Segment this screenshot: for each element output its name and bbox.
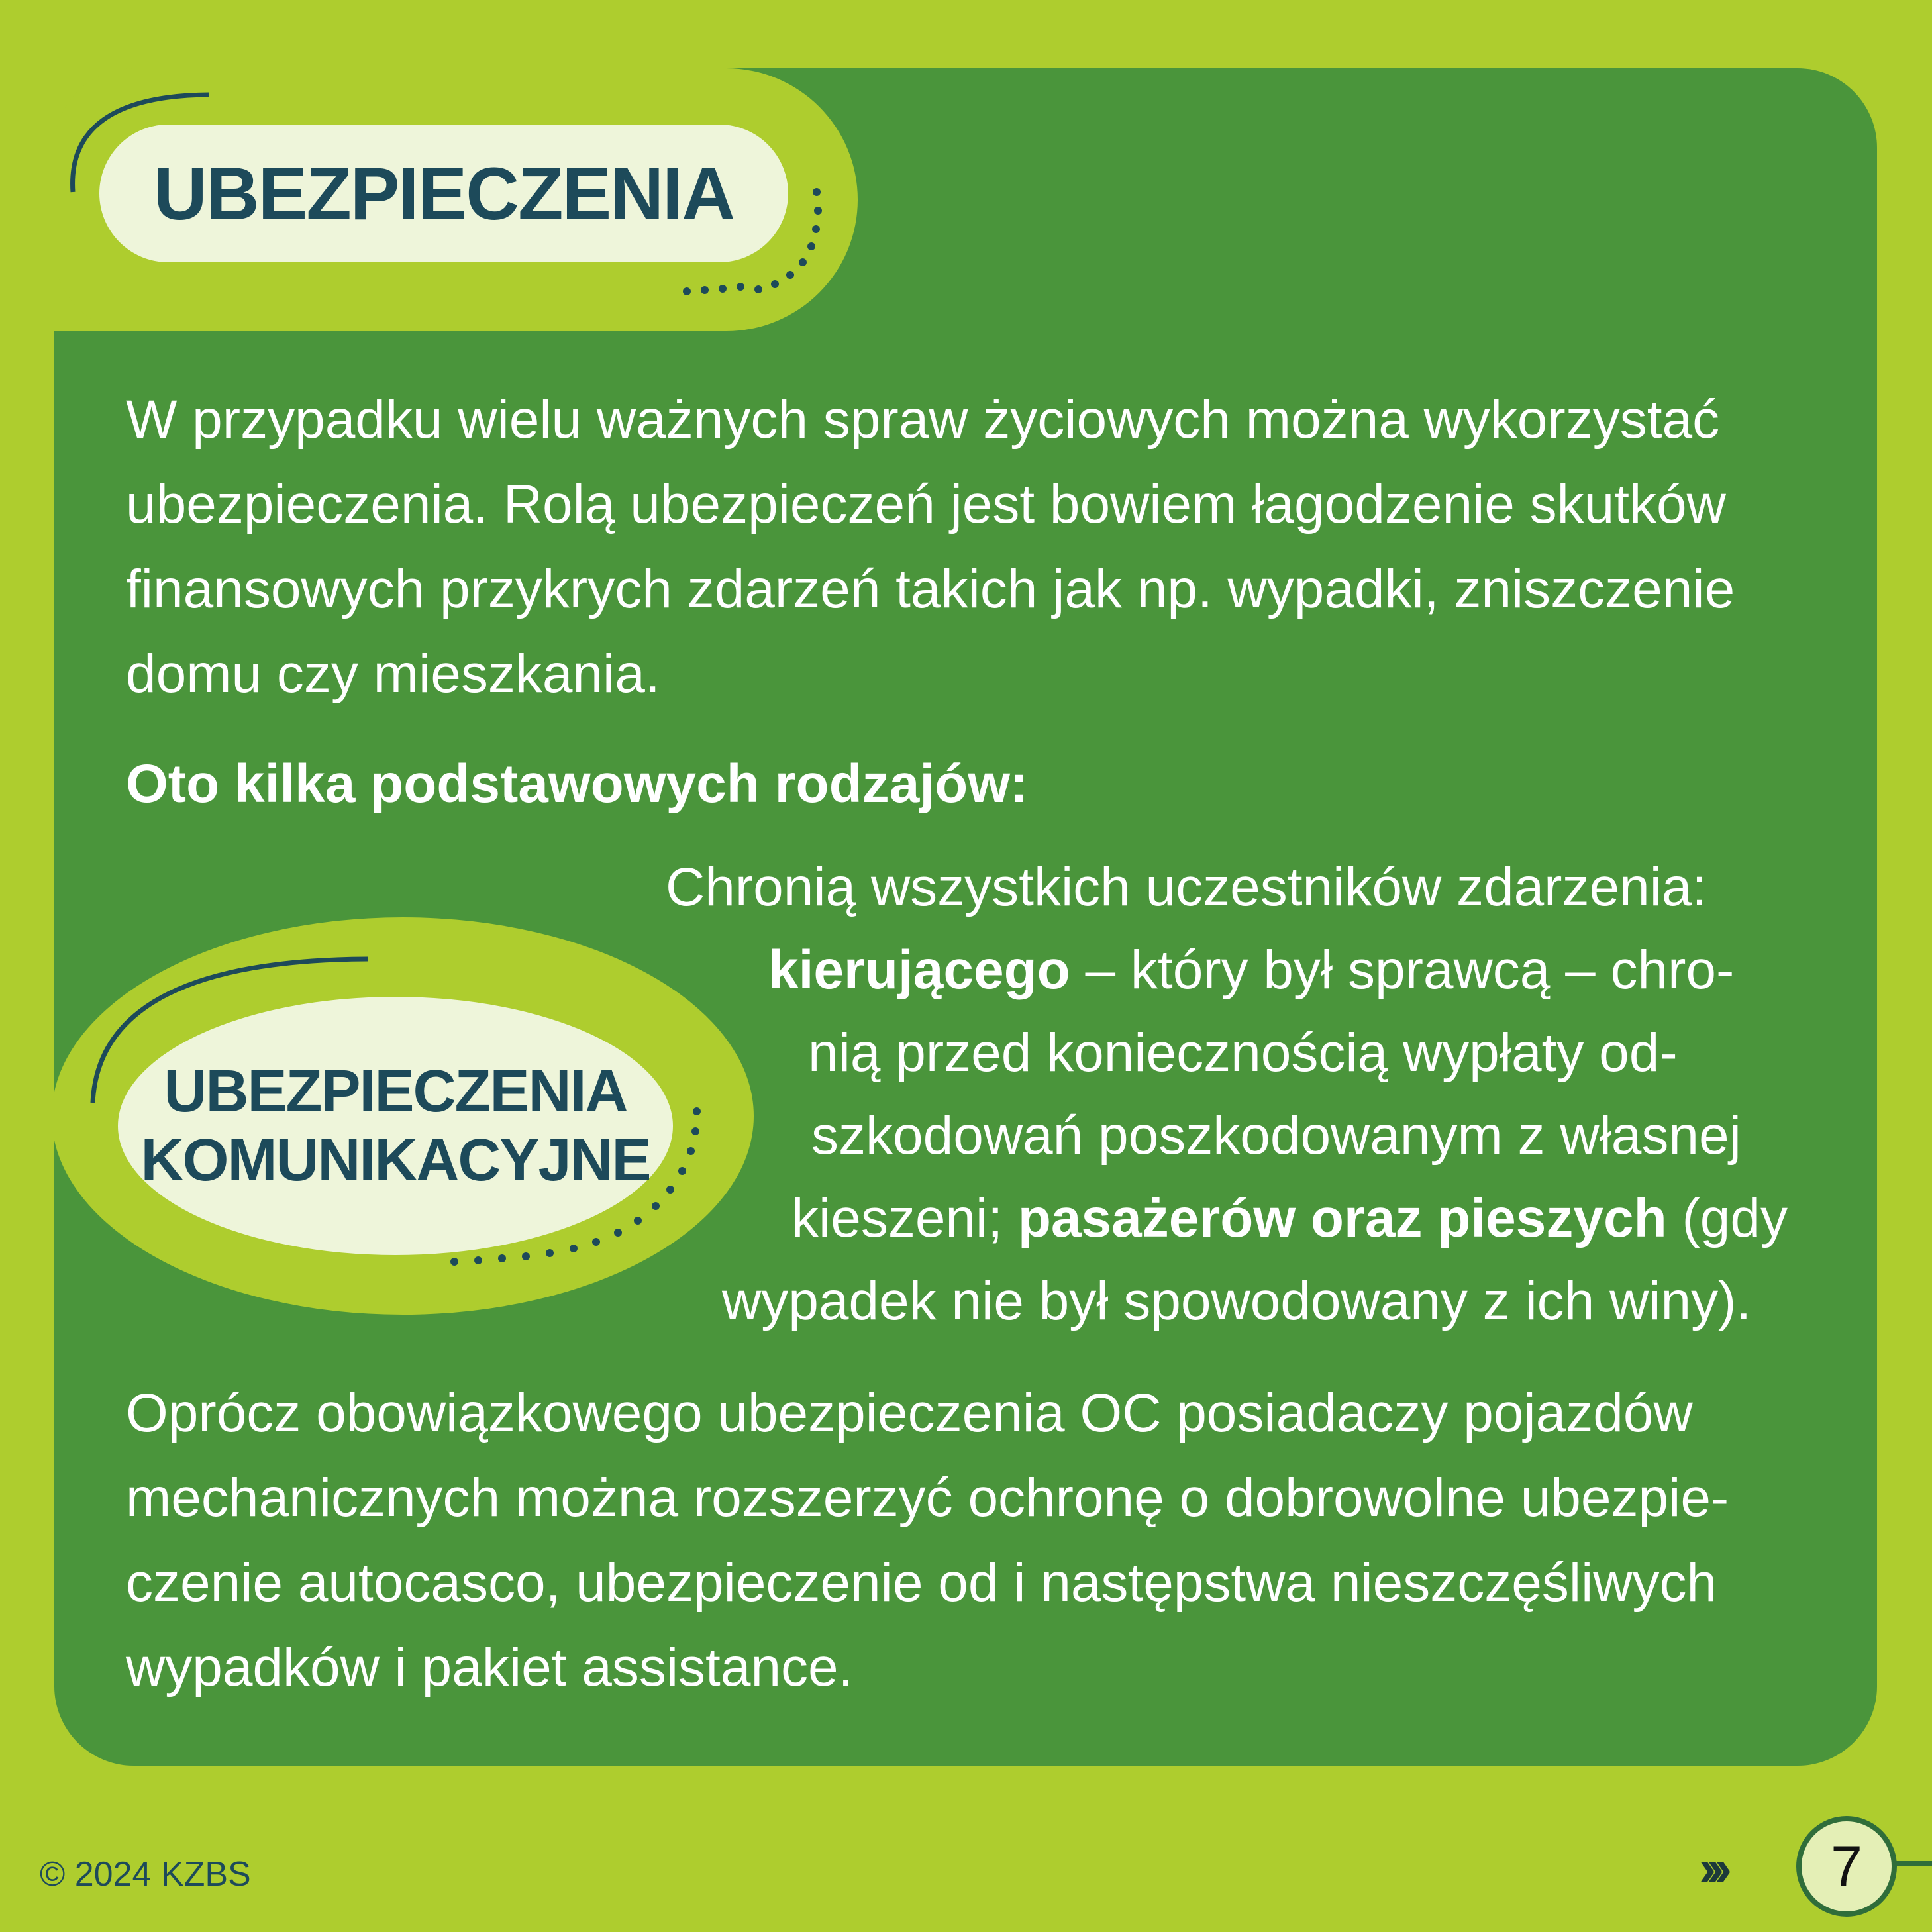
outro-paragraph: Oprócz obowiązkowego ubezpieczenia OC posiadaczy pojazdów mechanicznych można rozszerzyć ochronę o dobrowolne ubezpie-czenie autocasco, ubezpieczenie od i następstwa nieszczęśliwych wypadków i pakiet assistance. [126,1383,1729,1698]
intro-paragraph: W przypadku wielu ważnych spraw życiowych można wykorzystać ubezpieczenia. Rolą ubezpieczeń jest bowiem łagodzenie skutków finansowych przykrych zdarzeń takich jak np. wypadki, zniszczenie domu czy mieszkania. [126,389,1735,704]
title-pill [99,125,788,262]
page-title: UBEZPIECZENIA [153,152,735,235]
page-number: 7 [1796,1816,1897,1917]
subheading: Oto kilka podstawowych rodzajów: [126,754,1029,814]
description-line-5-start: kieszeni; [791,1188,1018,1248]
description-line-1: Chronią wszystkich uczestników zdarzenia: [666,857,1707,917]
description-line-2-text: – który był sprawcą – chro- [1070,940,1735,1000]
category-title-line2: KOMUNIKACYJNE [140,1127,650,1194]
next-arrows-icon[interactable]: ››› [1699,1839,1723,1897]
page-connector [1896,1861,1932,1866]
description-line-2 [768,937,1734,1003]
description-line-6: wypadek nie był spowodowany z ich winy). [722,1271,1752,1331]
description-line-5-end: (gdy [1666,1188,1788,1248]
description-line-5 [791,1186,1788,1252]
category-pill [118,997,673,1255]
copyright: © 2024 KZBS [40,1855,251,1894]
description-emphasis-passengers: pasażerów oraz pieszych [1017,1188,1667,1248]
description-emphasis-driver: kierującego [768,940,1070,1000]
description-line-4: szkodowań poszkodowanym z własnej [811,1105,1741,1166]
description-line-3: nią przed koniecznością wypłaty od- [808,1023,1678,1083]
category-title-line1: UBEZPIECZENIA [164,1058,627,1125]
